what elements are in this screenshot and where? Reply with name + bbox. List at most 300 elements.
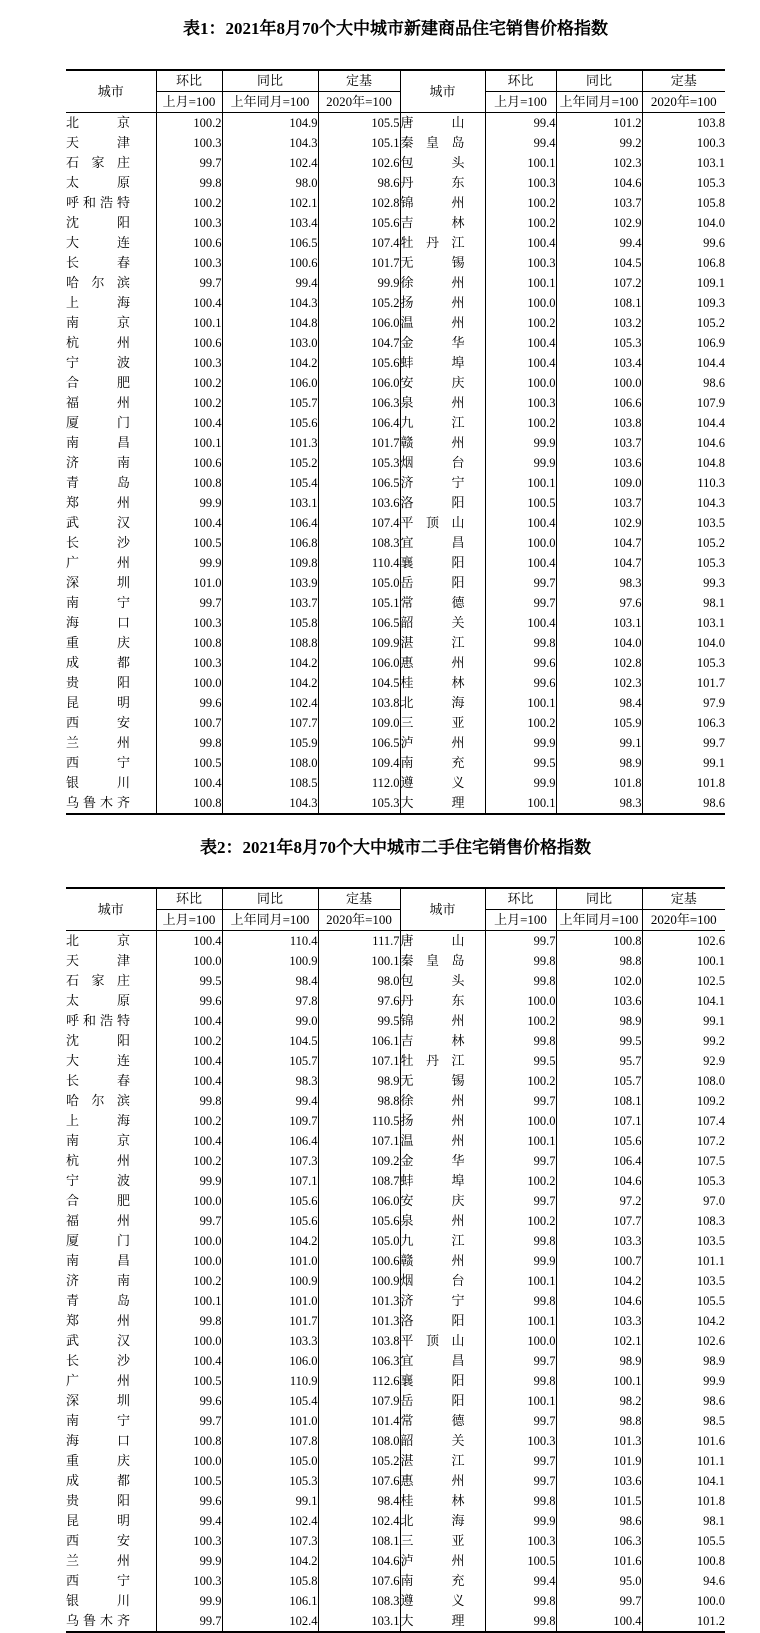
table-row (66, 533, 725, 553)
index-value-cell: 101.0 (222, 1411, 318, 1431)
index-value-cell: 95.0 (556, 1571, 642, 1591)
city-name-cell (400, 1411, 485, 1431)
index-value-cell: 105.2 (642, 313, 725, 333)
city-name-cell (66, 353, 156, 373)
index-value-cell: 98.8 (556, 951, 642, 971)
index-value-cell: 107.4 (318, 513, 400, 533)
index-value-cell: 100.4 (485, 513, 556, 533)
city-name-cell (66, 473, 156, 493)
table-row (66, 1451, 725, 1471)
index-value-cell: 100.2 (485, 313, 556, 333)
city-name: 泸州 (400, 1553, 465, 1568)
index-value-cell: 105.7 (222, 393, 318, 413)
index-value-cell: 105.0 (318, 573, 400, 593)
index-value-cell: 108.1 (318, 1531, 400, 1551)
city-name-cell (400, 1051, 485, 1071)
index-value-cell: 98.0 (222, 173, 318, 193)
index-value-cell: 99.7 (485, 1191, 556, 1211)
city-name-cell (66, 1411, 156, 1431)
city-name-cell (400, 773, 485, 793)
city-name: 北京 (66, 115, 130, 130)
index-value-cell: 99.7 (156, 1211, 222, 1231)
index-value-cell: 100.5 (156, 533, 222, 553)
index-value-cell: 100.6 (156, 233, 222, 253)
index-value-cell: 104.4 (642, 353, 725, 373)
city-name-cell (400, 1591, 485, 1611)
table-row (66, 1331, 725, 1351)
city-name-cell (66, 1431, 156, 1451)
city-name-cell (66, 931, 156, 952)
index-value-cell: 99.2 (556, 133, 642, 153)
city-name-cell (66, 173, 156, 193)
table-row (66, 1491, 725, 1511)
city-name: 郑州 (66, 495, 130, 510)
city-name: 唐山 (400, 115, 465, 130)
index-value-cell: 103.9 (222, 573, 318, 593)
index-value-cell: 99.2 (642, 1031, 725, 1051)
index-value-cell: 104.0 (556, 633, 642, 653)
city-name: 湛江 (400, 1453, 465, 1468)
city-name-cell (66, 713, 156, 733)
city-name: 天津 (66, 135, 130, 150)
index-value-cell: 109.0 (318, 713, 400, 733)
index-value-cell: 104.0 (642, 633, 725, 653)
index-value-cell: 99.1 (642, 1011, 725, 1031)
city-name-cell (400, 253, 485, 273)
index-value-cell: 106.0 (318, 1191, 400, 1211)
index-value-cell: 109.4 (318, 753, 400, 773)
index-value-cell: 99.9 (485, 1251, 556, 1271)
city-name: 昆明 (66, 695, 130, 710)
table2-yoy-header-left: 同比 (222, 888, 318, 910)
table-row (66, 1211, 725, 1231)
index-value-cell: 102.4 (222, 1511, 318, 1531)
table-row (66, 991, 725, 1011)
city-name: 武汉 (66, 1333, 130, 1348)
city-name-cell (400, 393, 485, 413)
index-value-cell: 100.4 (156, 1071, 222, 1091)
index-value-cell: 100.2 (156, 373, 222, 393)
table-row (66, 793, 725, 814)
city-name-cell (400, 1071, 485, 1091)
index-value-cell: 99.9 (485, 773, 556, 793)
table-row (66, 713, 725, 733)
index-value-cell: 104.1 (642, 991, 725, 1011)
table-row (66, 573, 725, 593)
index-value-cell: 104.2 (556, 1271, 642, 1291)
index-value-cell: 100.6 (222, 253, 318, 273)
city-name: 南京 (66, 315, 130, 330)
index-value-cell: 103.7 (556, 493, 642, 513)
table-row (66, 1611, 725, 1632)
index-value-cell: 100.3 (485, 1431, 556, 1451)
index-value-cell: 105.3 (556, 333, 642, 353)
index-value-cell: 109.3 (642, 293, 725, 313)
index-value-cell: 97.8 (222, 991, 318, 1011)
index-value-cell: 101.7 (318, 433, 400, 453)
index-value-cell: 101.2 (556, 113, 642, 134)
index-value-cell: 104.5 (222, 1031, 318, 1051)
index-value-cell: 107.7 (222, 713, 318, 733)
index-value-cell: 103.3 (222, 1331, 318, 1351)
index-value-cell: 105.6 (222, 1191, 318, 1211)
city-name: 上海 (66, 295, 130, 310)
index-value-cell: 100.1 (156, 313, 222, 333)
index-value-cell: 107.8 (222, 1431, 318, 1451)
table-row (66, 213, 725, 233)
city-name: 无锡 (400, 255, 465, 270)
city-name: 烟台 (400, 1273, 465, 1288)
index-value-cell: 108.1 (556, 293, 642, 313)
city-name: 天津 (66, 953, 130, 968)
city-name-cell (66, 293, 156, 313)
city-name-cell (66, 1271, 156, 1291)
index-value-cell: 100.0 (156, 951, 222, 971)
city-name: 太原 (66, 175, 130, 190)
index-value-cell: 100.3 (156, 1571, 222, 1591)
city-name-cell (66, 273, 156, 293)
city-name-cell (66, 673, 156, 693)
index-value-cell: 106.9 (642, 333, 725, 353)
city-name: 广州 (66, 555, 130, 570)
index-value-cell: 106.4 (222, 513, 318, 533)
index-value-cell: 99.9 (156, 1591, 222, 1611)
index-value-cell: 100.0 (156, 1451, 222, 1471)
table2-yoy-header-right: 同比 (556, 888, 642, 910)
index-value-cell: 100.2 (485, 413, 556, 433)
index-value-cell: 100.1 (642, 951, 725, 971)
index-value-cell: 100.1 (156, 1291, 222, 1311)
index-value-cell: 97.0 (642, 1191, 725, 1211)
index-value-cell: 102.4 (222, 693, 318, 713)
index-value-cell: 107.6 (318, 1571, 400, 1591)
table-row (66, 553, 725, 573)
index-value-cell: 108.3 (318, 1591, 400, 1611)
index-value-cell: 106.0 (222, 373, 318, 393)
table-row (66, 253, 725, 273)
index-value-cell: 99.5 (318, 1011, 400, 1031)
table1-header (66, 70, 725, 113)
city-name-cell (400, 1011, 485, 1031)
index-value-cell: 103.8 (318, 1331, 400, 1351)
city-name-cell (400, 733, 485, 753)
index-value-cell: 104.2 (222, 673, 318, 693)
index-value-cell: 103.2 (556, 313, 642, 333)
index-value-cell: 101.4 (318, 1411, 400, 1431)
index-value-cell: 106.3 (642, 713, 725, 733)
table1-fixedbase-subheader-left: 2020年=100 (318, 92, 400, 113)
index-value-cell: 100.1 (156, 433, 222, 453)
city-name-cell (400, 313, 485, 333)
index-value-cell: 99.7 (485, 1451, 556, 1471)
city-name-cell (66, 1091, 156, 1111)
index-value-cell: 106.3 (318, 393, 400, 413)
city-name-cell (66, 793, 156, 814)
city-name-cell (66, 1311, 156, 1331)
table-row (66, 633, 725, 653)
index-value-cell: 100.0 (556, 373, 642, 393)
city-name-cell (400, 1531, 485, 1551)
city-name-cell (66, 553, 156, 573)
index-value-cell: 99.9 (318, 273, 400, 293)
table-row (66, 393, 725, 413)
index-value-cell: 106.1 (222, 1591, 318, 1611)
city-name-cell (66, 113, 156, 134)
index-value-cell: 97.6 (556, 593, 642, 613)
index-value-cell: 99.9 (485, 733, 556, 753)
index-value-cell: 105.8 (222, 1571, 318, 1591)
city-name-cell (400, 1551, 485, 1571)
city-name: 济南 (66, 455, 130, 470)
index-value-cell: 100.3 (156, 133, 222, 153)
city-name: 秦皇岛 (400, 953, 465, 968)
city-name-cell (400, 1331, 485, 1351)
city-name-cell (400, 1271, 485, 1291)
index-value-cell: 107.1 (318, 1131, 400, 1151)
index-value-cell: 101.6 (556, 1551, 642, 1571)
city-name: 福州 (66, 395, 130, 410)
city-name: 惠州 (400, 655, 465, 670)
index-value-cell: 105.3 (642, 553, 725, 573)
index-value-cell: 99.8 (485, 1231, 556, 1251)
index-value-cell: 105.4 (222, 473, 318, 493)
index-value-cell: 104.5 (556, 253, 642, 273)
index-value-cell: 100.4 (156, 1011, 222, 1031)
city-name-cell (400, 473, 485, 493)
index-value-cell: 107.2 (642, 1131, 725, 1151)
index-value-cell: 106.3 (318, 1351, 400, 1371)
city-name: 西安 (66, 715, 130, 730)
index-value-cell: 98.9 (642, 1351, 725, 1371)
table-row (66, 1011, 725, 1031)
index-value-cell: 103.6 (556, 991, 642, 1011)
index-value-cell: 101.7 (318, 253, 400, 273)
city-name-cell (66, 753, 156, 773)
index-value-cell: 110.3 (642, 473, 725, 493)
city-name-cell (66, 971, 156, 991)
index-value-cell: 107.1 (222, 1171, 318, 1191)
city-name: 湛江 (400, 635, 465, 650)
index-value-cell: 107.1 (556, 1111, 642, 1131)
city-name: 徐州 (400, 275, 465, 290)
city-name: 南宁 (66, 595, 130, 610)
index-value-cell: 100.5 (156, 1371, 222, 1391)
index-value-cell: 103.0 (222, 333, 318, 353)
city-name-cell (400, 1151, 485, 1171)
city-name: 烟台 (400, 455, 465, 470)
city-name: 包头 (400, 973, 465, 988)
city-name-cell (400, 1091, 485, 1111)
table-row (66, 313, 725, 333)
index-value-cell: 102.6 (318, 153, 400, 173)
index-value-cell: 105.6 (318, 1211, 400, 1231)
city-name: 赣州 (400, 435, 465, 450)
index-value-cell: 100.4 (485, 233, 556, 253)
city-name: 大理 (400, 795, 465, 810)
table-row (66, 673, 725, 693)
index-value-cell: 103.6 (556, 1471, 642, 1491)
city-name: 吉林 (400, 1033, 465, 1048)
index-value-cell: 103.7 (556, 193, 642, 213)
city-name-cell (66, 653, 156, 673)
index-value-cell: 100.3 (156, 353, 222, 373)
table-row (66, 1251, 725, 1271)
city-name: 青岛 (66, 475, 130, 490)
index-value-cell: 99.6 (642, 233, 725, 253)
city-name: 九江 (400, 1233, 465, 1248)
city-name-cell (66, 433, 156, 453)
index-value-cell: 104.6 (556, 173, 642, 193)
city-name: 南宁 (66, 1413, 130, 1428)
city-name-cell (66, 1491, 156, 1511)
table1-mom-header-right: 环比 (485, 70, 556, 92)
index-value-cell: 100.1 (485, 1271, 556, 1291)
city-name: 南充 (400, 1573, 465, 1588)
table-row (66, 971, 725, 991)
index-value-cell: 99.8 (485, 1611, 556, 1632)
table-row (66, 353, 725, 373)
city-name-cell (400, 613, 485, 633)
index-value-cell: 108.5 (222, 773, 318, 793)
city-name-cell (400, 633, 485, 653)
index-value-cell: 99.4 (485, 113, 556, 134)
city-name-cell (400, 1471, 485, 1491)
index-value-cell: 105.5 (642, 1291, 725, 1311)
index-value-cell: 99.5 (556, 1031, 642, 1051)
index-value-cell: 109.8 (222, 553, 318, 573)
city-name: 泉州 (400, 1213, 465, 1228)
city-name: 南京 (66, 1133, 130, 1148)
index-value-cell: 107.9 (318, 1391, 400, 1411)
index-value-cell: 108.0 (222, 753, 318, 773)
index-value-cell: 99.1 (222, 1491, 318, 1511)
index-value-cell: 99.8 (156, 733, 222, 753)
index-value-cell: 99.8 (156, 173, 222, 193)
index-value-cell: 99.9 (156, 1171, 222, 1191)
table1-body (66, 113, 725, 815)
index-value-cell: 98.1 (642, 593, 725, 613)
index-value-cell: 99.8 (485, 1491, 556, 1511)
index-value-cell: 104.2 (222, 653, 318, 673)
table2-header (66, 888, 725, 931)
city-name-cell (66, 1351, 156, 1371)
table-row (66, 1431, 725, 1451)
index-value-cell: 98.3 (556, 573, 642, 593)
city-name-cell (400, 1511, 485, 1531)
index-value-cell: 100.3 (156, 613, 222, 633)
index-value-cell: 104.3 (222, 293, 318, 313)
index-value-cell: 100.2 (485, 1071, 556, 1091)
index-value-cell: 100.8 (156, 473, 222, 493)
index-value-cell: 100.3 (156, 213, 222, 233)
city-name: 大理 (400, 1613, 465, 1628)
index-value-cell: 101.8 (642, 1491, 725, 1511)
city-name: 徐州 (400, 1093, 465, 1108)
index-value-cell: 109.2 (642, 1091, 725, 1111)
index-value-cell: 102.9 (556, 213, 642, 233)
index-value-cell: 103.5 (642, 1231, 725, 1251)
index-value-cell: 105.3 (642, 173, 725, 193)
index-value-cell: 104.3 (222, 793, 318, 814)
table2-yoy-subheader-left: 上年同月=100 (222, 910, 318, 931)
index-value-cell: 106.5 (318, 613, 400, 633)
table1-yoy-subheader-left: 上年同月=100 (222, 92, 318, 113)
index-value-cell: 108.8 (222, 633, 318, 653)
table-row (66, 593, 725, 613)
index-value-cell: 100.0 (156, 1191, 222, 1211)
index-value-cell: 92.9 (642, 1051, 725, 1071)
index-value-cell: 112.0 (318, 773, 400, 793)
city-name-cell (400, 1451, 485, 1471)
city-name-cell (400, 1111, 485, 1131)
city-name: 南昌 (66, 435, 130, 450)
index-value-cell: 99.7 (156, 1611, 222, 1632)
city-name-cell (400, 693, 485, 713)
city-name-cell (66, 1051, 156, 1071)
city-name-cell (66, 593, 156, 613)
city-name-cell (400, 971, 485, 991)
city-name: 福州 (66, 1213, 130, 1228)
city-name-cell (66, 773, 156, 793)
table-row (66, 1351, 725, 1371)
city-name: 银川 (66, 775, 130, 790)
city-name-cell (66, 1071, 156, 1091)
city-name: 西宁 (66, 755, 130, 770)
index-value-cell: 99.4 (485, 1571, 556, 1591)
table-row (66, 1411, 725, 1431)
table-row (66, 113, 725, 134)
index-value-cell: 103.1 (642, 153, 725, 173)
index-value-cell: 100.0 (485, 1331, 556, 1351)
city-name: 平顶山 (400, 515, 465, 530)
city-name-cell (400, 713, 485, 733)
index-value-cell: 98.1 (642, 1511, 725, 1531)
index-value-cell: 100.0 (485, 293, 556, 313)
index-value-cell: 103.5 (642, 513, 725, 533)
index-value-cell: 102.6 (642, 1331, 725, 1351)
index-value-cell: 104.8 (222, 313, 318, 333)
city-name: 锦州 (400, 1013, 465, 1028)
city-name-cell (66, 613, 156, 633)
index-value-cell: 103.4 (222, 213, 318, 233)
index-value-cell: 102.5 (642, 971, 725, 991)
city-name-cell (66, 1151, 156, 1171)
index-value-cell: 106.8 (642, 253, 725, 273)
index-value-cell: 99.7 (485, 931, 556, 952)
index-value-cell: 99.1 (642, 753, 725, 773)
index-value-cell: 98.0 (318, 971, 400, 991)
city-name-cell (400, 1031, 485, 1051)
index-value-cell: 98.9 (318, 1071, 400, 1091)
index-value-cell: 103.1 (642, 613, 725, 633)
index-value-cell: 99.4 (222, 273, 318, 293)
table1-mom-subheader-right: 上月=100 (485, 92, 556, 113)
index-value-cell: 99.7 (556, 1591, 642, 1611)
index-value-cell: 105.3 (318, 453, 400, 473)
city-name: 太原 (66, 993, 130, 1008)
city-name-cell (66, 991, 156, 1011)
index-value-cell: 105.7 (556, 1071, 642, 1091)
city-name-cell (400, 673, 485, 693)
index-value-cell: 100.3 (642, 133, 725, 153)
city-name: 重庆 (66, 635, 130, 650)
city-name: 南昌 (66, 1253, 130, 1268)
city-name: 无锡 (400, 1073, 465, 1088)
city-name-cell (400, 173, 485, 193)
index-value-cell: 99.7 (485, 1091, 556, 1111)
index-value-cell: 99.8 (156, 1311, 222, 1331)
city-name-cell (66, 133, 156, 153)
